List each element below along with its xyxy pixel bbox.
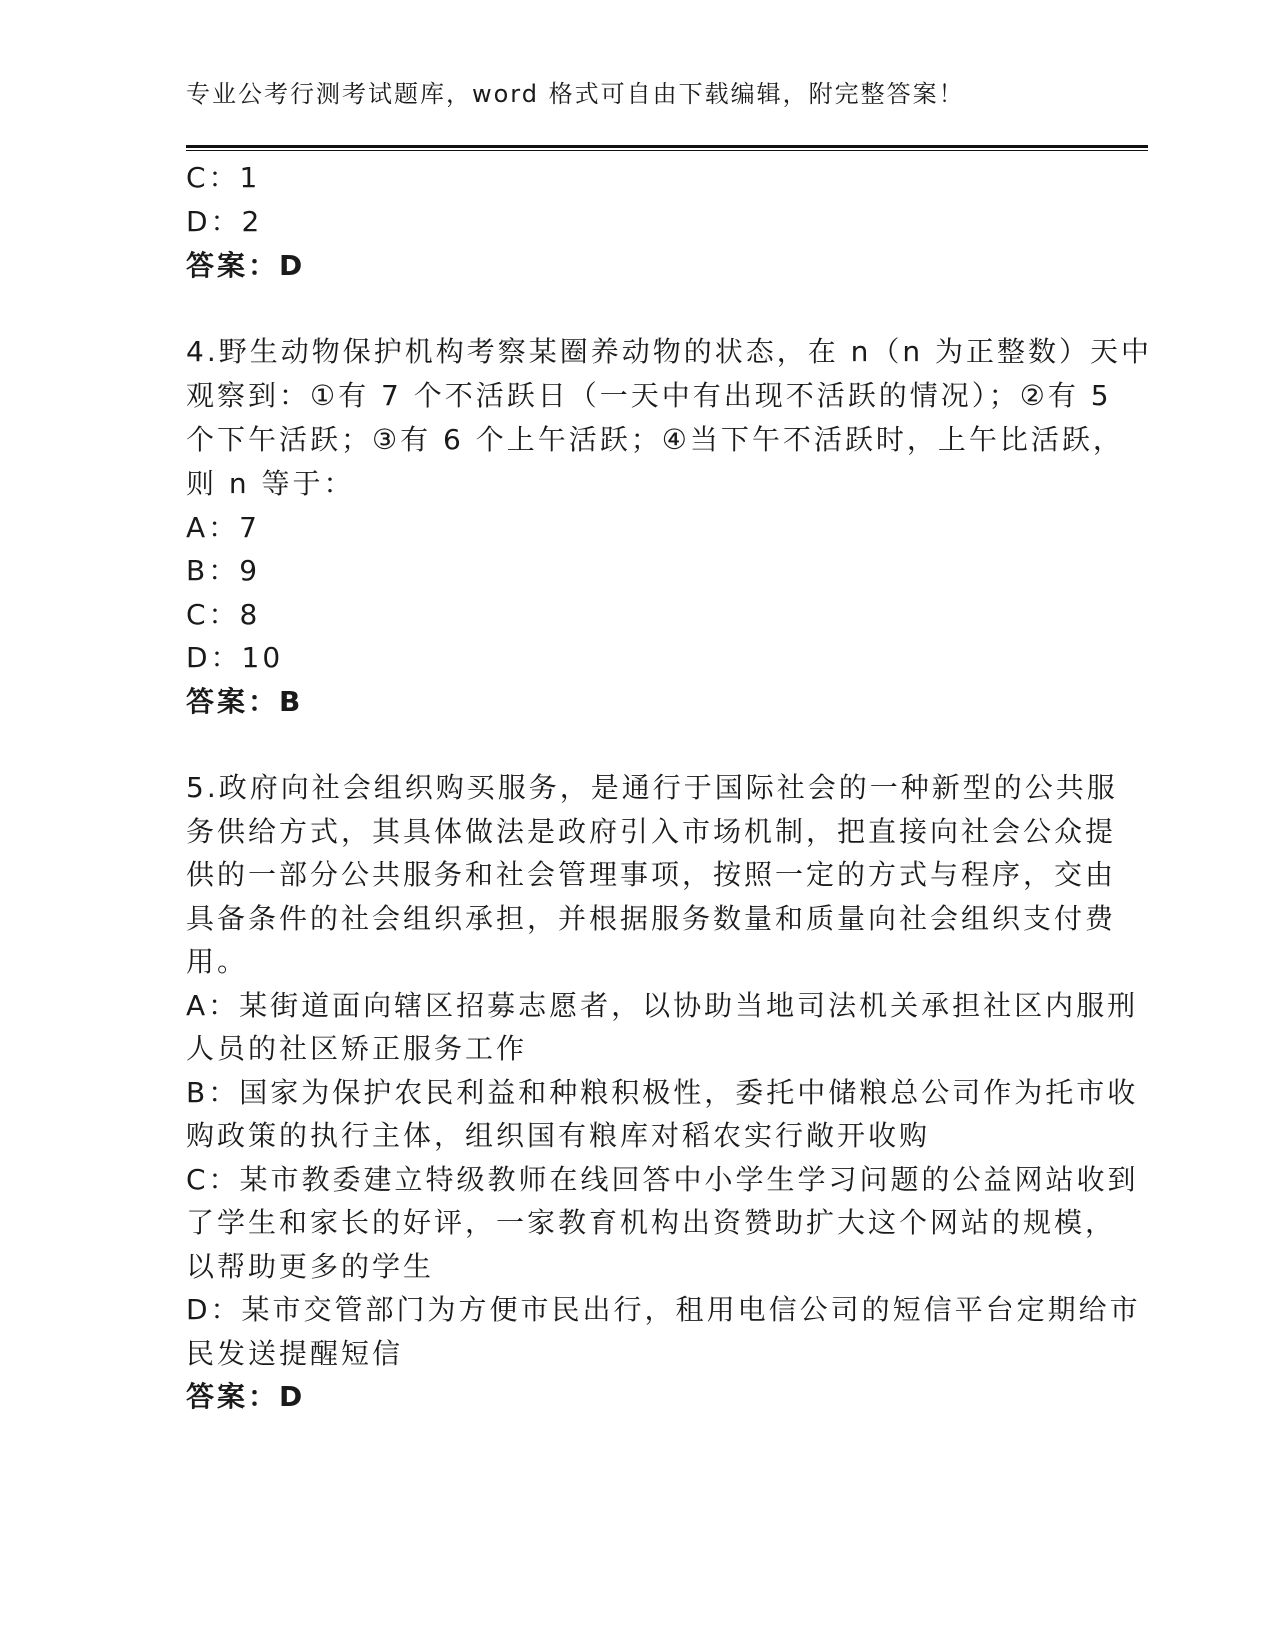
page-header: 专业公考行测考试题库，word 格式可自由下载编辑，附完整答案！	[186, 80, 965, 108]
question-4-line-3: 个下午活跃；③有 6 个上午活跃；④当下午不活跃时，上午比活跃，	[186, 423, 1124, 456]
question-5-option-d-line-2: 民发送提醒短信	[186, 1337, 404, 1370]
question-5-option-b-line-1: B：国家为保护农民利益和种粮积极性，委托中储粮总公司作为托市收	[186, 1076, 1139, 1109]
question-5-line-2: 务供给方式，其具体做法是政府引入市场机制，把直接向社会公众提	[186, 815, 1117, 848]
question-4-line-1: 4.野生动物保护机构考察某圈养动物的状态，在 n（n 为正整数）天中	[186, 335, 1153, 368]
question-4-option-d: D：10	[186, 641, 284, 674]
question-5-option-a-line-1: A：某街道面向辖区招募志愿者，以协助当地司法机关承担社区内服刑	[186, 989, 1139, 1022]
answer-label: 答案：D	[186, 249, 306, 282]
question-4-line-4: 则 n 等于：	[186, 467, 355, 500]
question-5-option-b-line-2: 购政策的执行主体，组织国有粮库对稻农实行敞开收购	[186, 1119, 931, 1152]
question-4-option-a: A：7	[186, 511, 260, 544]
question-5-option-c-line-3: 以帮助更多的学生	[186, 1250, 435, 1283]
question-5-option-d-line-1: D：某市交管部门为方便市民出行，租用电信公司的短信平台定期给市	[186, 1293, 1141, 1326]
question-5-option-a-line-2: 人员的社区矫正服务工作	[186, 1032, 528, 1065]
question-4-option-c: C：8	[186, 598, 261, 631]
question-5-option-c-line-1: C：某市教委建立特级教师在线回答中小学生学习问题的公益网站收到	[186, 1163, 1139, 1196]
question-5-answer: 答案：D	[186, 1380, 306, 1413]
question-5-line-5: 用。	[186, 945, 249, 978]
header-divider-thin	[186, 150, 1148, 151]
question-4-option-b: B：9	[186, 554, 261, 587]
option-c: C：1	[186, 161, 261, 194]
question-5-line-1: 5.政府向社会组织购买服务，是通行于国际社会的一种新型的公共服	[186, 771, 1118, 804]
question-5-line-4: 具备条件的社会组织承担，并根据服务数量和质量向社会组织支付费	[186, 902, 1117, 935]
question-4-line-2: 观察到：①有 7 个不活跃日（一天中有出现不活跃的情况）；②有 5	[186, 379, 1112, 412]
question-5-line-3: 供的一部分公共服务和社会管理事项，按照一定的方式与程序，交由	[186, 858, 1117, 891]
question-4-answer: 答案：B	[186, 685, 304, 718]
option-d: D：2	[186, 205, 263, 238]
question-5-option-c-line-2: 了学生和家长的好评，一家教育机构出资赞助扩大这个网站的规模，	[186, 1206, 1117, 1239]
header-divider-thick	[186, 145, 1148, 148]
